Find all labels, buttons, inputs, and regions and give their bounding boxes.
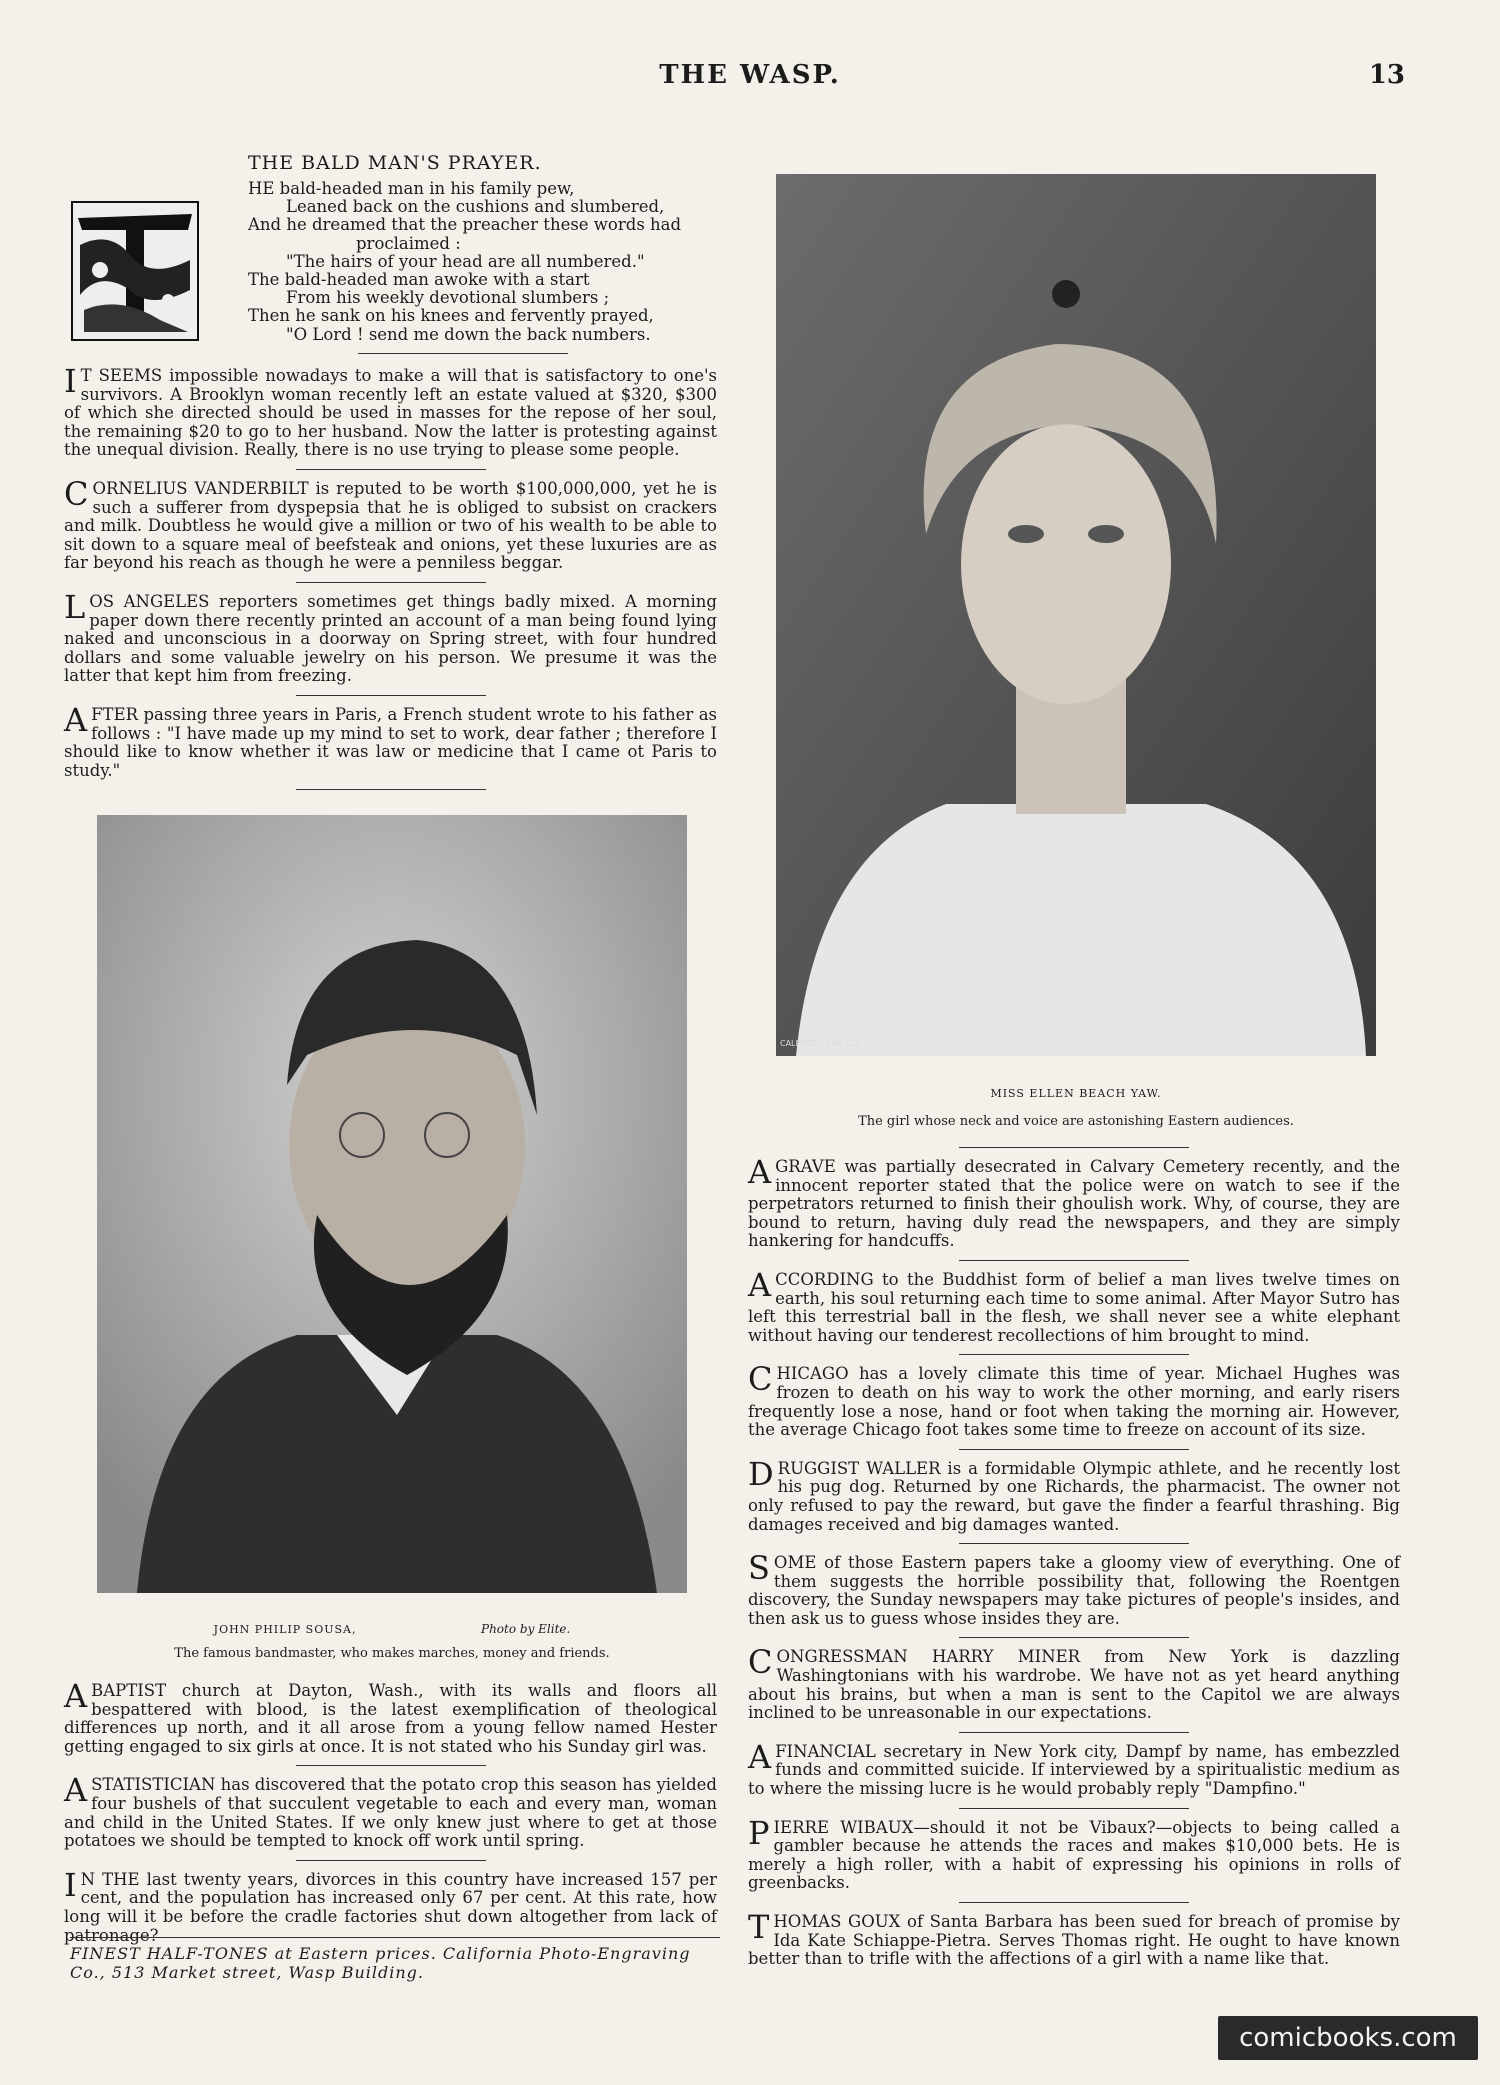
paragraph-divorces: IN THE last twenty years, divorces in this country have increased 157 per cent, and the population has increased only 67 per cent. At this rate, how long will it be before the cradle factories shut down altogether from lack of patronage? xyxy=(64,1865,717,1945)
page-number: 13 xyxy=(1368,60,1405,90)
watermark-badge: comicbooks.com xyxy=(1218,2016,1478,2060)
paragraph-will: IT SEEMS impossible nowadays to make a will that is satisfactory to one's survivors. A Brooklyn woman recently left an estate valued at $320, $300 of which she directed should be used in masses for the repose of her soul, the remaining $20 to go to her husband. Now the latter is protesting against the unequal division. Really, there is no use trying to please some people. xyxy=(64,362,717,460)
paragraph-congressman: CONGRESSMAN HARRY MINER from New York is dazzling Washingtonians with his wardrobe. We have not as yet heard anything about his brains, but when a man is sent to the Capitol we are always inclined to be unreasonable in our expectations. xyxy=(748,1643,1400,1723)
sousa-portrait-image xyxy=(97,815,687,1593)
yaw-portrait-image xyxy=(776,174,1376,1056)
paragraph-los-angeles: LOS ANGELES reporters sometimes get things badly mixed. A morning paper down there recently printed an account of a man being found lying naked and unconscious in a doorway on Spring street, with four hundred dollars and some valuable jewelry on his person. We presume it was the latter that kept him from freezing. xyxy=(64,587,717,686)
paragraph-eastern-papers: SOME of those Eastern papers take a gloomy view of everything. One of them suggests the horrible possibility that, following the Roentgen discovery, the Sunday newspapers may take pictures of people's insides, and then ask us to guess whose insides they are. xyxy=(748,1549,1400,1628)
paragraph-druggist: DRUGGIST WALLER is a formidable Olympic athlete, and he recently lost his pug dog. Returned by one Richards, the pharmacist. The owner not only refused to pay the reward, but gave the finder a fearful thrashing. Big damages received and big damages wanted. xyxy=(748,1454,1400,1534)
poem-line: proclaimed : xyxy=(356,233,461,253)
yaw-description: The girl whose neck and voice are astonishing Eastern audiences. xyxy=(858,1114,1294,1129)
left-column-upper xyxy=(64,362,717,800)
poem-line: And he dreamed that the preacher these words had xyxy=(248,215,682,235)
sousa-portrait xyxy=(97,815,687,1593)
divider xyxy=(959,1147,1189,1148)
paragraph-vanderbilt: CORNELIUS VANDERBILT is reputed to be worth $100,000,000, yet he is such a sufferer from dyspepsia that he is obliged to subsist on crackers and milk. Doubtless he would give a million or two of his wealth to be able to sit down to a square meal of beefsteak and onions, yet these luxuries are as far beyond his reach as though he were a penniless beggar. xyxy=(64,474,717,573)
divider xyxy=(959,1543,1189,1544)
sousa-description: The famous bandmaster, who makes marches, money and friends. xyxy=(174,1646,610,1661)
divider xyxy=(296,582,486,583)
divider xyxy=(296,695,486,696)
divider xyxy=(296,1860,486,1861)
sousa-photo-credit: Photo by Elite. xyxy=(481,1622,571,1636)
masthead-title: THE WASP. xyxy=(659,60,841,90)
paragraph-wibaux: PIERRE WIBAUX—should it not be Vibaux?—objects to being called a gambler because he attends the races and makes $10,000 bets. He is merely a high roller, with a habit of expressing his opinions in rolls of greenbacks. xyxy=(748,1813,1400,1893)
poem-title: THE BALD MAN'S PRAYER. xyxy=(248,152,542,174)
paragraph-buddhist: ACCORDING to the Buddhist form of belief a man lives twelve times on earth, his soul returning each time to some animal. After Mayor Sutro has left this terrestrial ball in the flesh, we shall never see a white elephant without having our tenderest recollections of him brought to mind. xyxy=(748,1265,1400,1345)
divider xyxy=(296,1765,486,1766)
sousa-name: JOHN PHILIP SOUSA, xyxy=(213,1623,357,1636)
divider xyxy=(358,353,568,354)
engraver-mark: CALPHOTO ENG.CO. xyxy=(780,1039,861,1048)
paragraph-statistician: ASTATISTICIAN has discovered that the potato crop this season has yielded four bushels of that succulent vegetable to each and every man, woman and child in the United States. If we only knew just where to get at those potatoes we should be tempted to knock off work until spring. xyxy=(64,1771,717,1851)
paragraph-financial-secretary: AFINANCIAL secretary in New York city, Dampf by name, has embezzled funds and committed suicide. If interviewed by a spiritualistic medium as to where the missing lucre is he would probably reply "Dampfino." xyxy=(748,1737,1400,1799)
paragraph-chicago: CHICAGO has a lovely climate this time of year. Michael Hughes was frozen to death on his way to work the other morning, and early risers frequently lose a nose, hand or foot when taking the morning air. However, the average Chicago foot takes some time to freeze on account of its size. xyxy=(748,1360,1400,1440)
poem-line: "The hairs of your head are all numbered." xyxy=(286,251,645,271)
poem-line: Leaned back on the cushions and slumbered, xyxy=(286,197,665,217)
divider xyxy=(296,469,486,470)
divider xyxy=(296,789,486,790)
divider xyxy=(959,1808,1189,1809)
paragraph-goux: THOMAS GOUX of Santa Barbara has been sued for breach of promise by Ida Kate Schiappe-Pietra. Serves Thomas right. He ought to have known better than to trifle with the affections of a girl with a name like that. xyxy=(748,1908,1400,1969)
paragraph-grave: AGRAVE was partially desecrated in Calvary Cemetery recently, and the innocent reporter stated that the police were on watch to see if the perpetrators returned to finish their ghoulish work. Why, of course, they are bound to return, having duly read the newspapers, and they are simply hankering for handcuffs. xyxy=(748,1153,1400,1251)
divider xyxy=(959,1637,1189,1638)
left-column-lower xyxy=(64,1677,717,1945)
right-column xyxy=(748,1138,1400,1969)
poem-body xyxy=(248,180,718,364)
paragraph-paris-student: AFTER passing three years in Paris, a French student wrote to his father as follows : "I have made up my mind to set to work, dear father ; therefore I should like to know whether it was law or medicine that I came ot Paris to study." xyxy=(64,700,717,780)
divider xyxy=(959,1354,1189,1355)
yaw-portrait xyxy=(776,174,1376,1056)
poem-line: HE bald-headed man in his family pew, xyxy=(248,179,575,198)
poem-line: Then he sank on his knees and fervently prayed, xyxy=(248,306,654,326)
poem-line: "O Lord ! send me down the back numbers. xyxy=(286,324,651,344)
poem-line: From his weekly devotional slumbers ; xyxy=(286,288,610,308)
divider xyxy=(959,1902,1189,1903)
yaw-name: MISS ELLEN BEACH YAW. xyxy=(990,1087,1162,1100)
divider xyxy=(959,1449,1189,1450)
footer-advertisement: FINEST HALF-TONES at Eastern prices. California Photo-Engraving Co., 513 Market street, Wasp Building. xyxy=(70,1937,720,1982)
divider xyxy=(959,1732,1189,1733)
poem-line: The bald-headed man awoke with a start xyxy=(248,270,590,290)
paragraph-baptist: ABAPTIST church at Dayton, Wash., with its walls and floors all bespattered with blood, is the latest exemplification of theological differences up north, and it all arose from a young fellow named Hester getting engaged to six girls at once. It is not stated who his Sunday girl was. xyxy=(64,1677,717,1756)
sousa-caption-line xyxy=(97,1622,687,1636)
decorated-initial-t-icon xyxy=(70,200,200,342)
divider xyxy=(959,1260,1189,1261)
